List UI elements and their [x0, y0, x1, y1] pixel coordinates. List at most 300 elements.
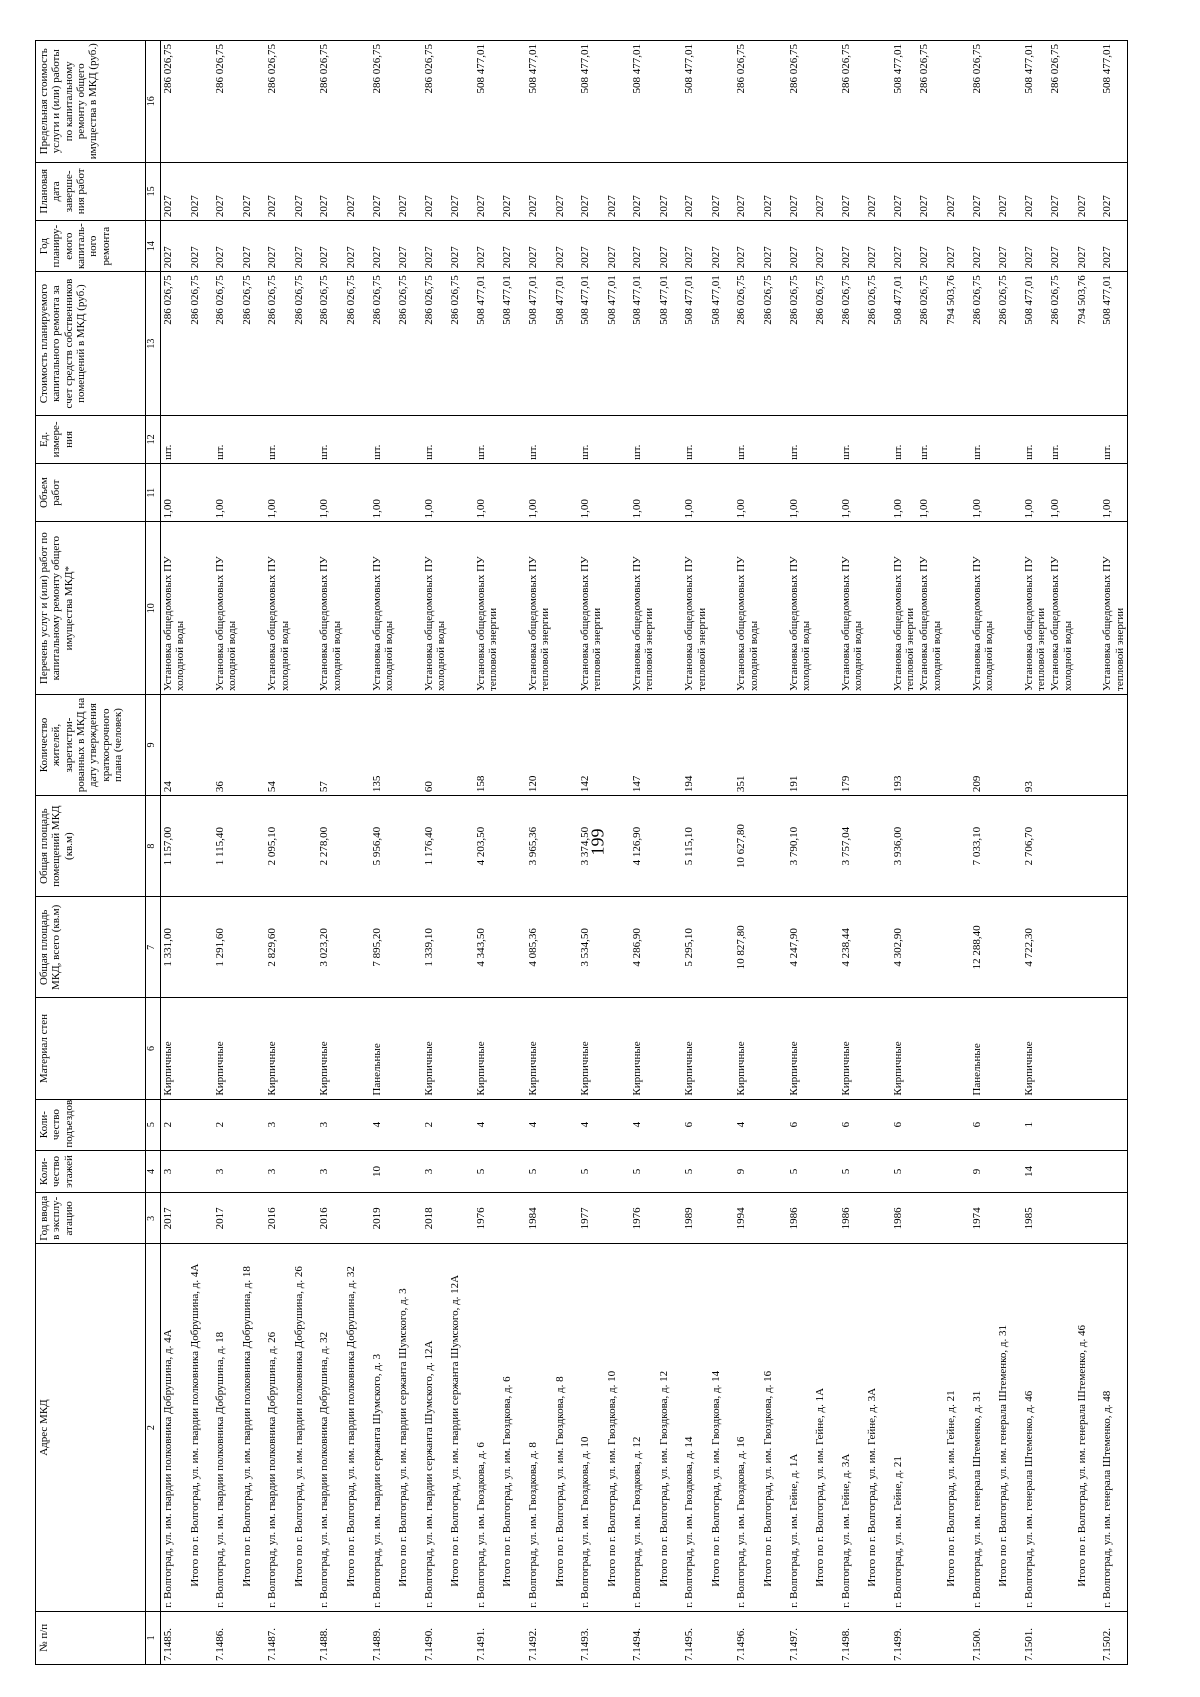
cell-col-7: 10 827,80	[734, 897, 761, 998]
cell-col-11: 1,00	[370, 463, 397, 522]
cell-col-16	[761, 41, 787, 163]
cell-col-10: Установка общедомовых ПУ тепловой энергии	[1022, 522, 1049, 695]
column-header: Плановая дата заверше-ния работ	[36, 162, 146, 221]
column-number: 7	[146, 897, 161, 998]
cell-col-13: 286 026,75	[422, 272, 449, 416]
cell-col-4: 9	[734, 1150, 761, 1193]
table-row	[1022, 41, 1049, 1665]
cell-col-10	[865, 522, 891, 695]
cell-col-15: 2027	[657, 162, 683, 221]
cell-col-15: 2027	[630, 162, 657, 221]
cell-col-5: 2	[422, 1099, 449, 1150]
column-number: 16	[146, 41, 161, 163]
cell-col-10: Установка общедомовых ПУ холодной воды	[317, 522, 344, 695]
cell-col-6	[344, 998, 370, 1099]
cell-col-16	[709, 41, 735, 163]
cell-col-6	[188, 998, 214, 1099]
cell-col-7	[1075, 897, 1101, 998]
cell-col-5: 3	[317, 1099, 344, 1150]
cell-col-5: 1	[1022, 1099, 1049, 1150]
cell-col-13: 286 026,75	[396, 272, 422, 416]
cell-col-11	[761, 463, 787, 522]
cell-col-1	[996, 1611, 1022, 1664]
cell-col-7	[1100, 897, 1127, 998]
cell-col-3: 1985	[1022, 1193, 1049, 1244]
cell-col-1	[500, 1611, 526, 1664]
cell-col-9	[761, 694, 787, 795]
cell-col-16: 286 026,75	[422, 41, 449, 163]
cell-col-1: 7.1485.	[161, 1611, 188, 1664]
cell-col-7: 2 829,60	[265, 897, 292, 998]
cell-col-7	[448, 897, 474, 998]
column-header: Перечень услуг и (или) работ по капитальному ремонту общего имущества МКД*	[36, 522, 146, 695]
column-number: 13	[146, 272, 161, 416]
cell-col-5: 4	[526, 1099, 553, 1150]
cell-col-13: 508 477,01	[578, 272, 605, 416]
cell-col-9: 191	[787, 694, 814, 795]
cell-col-5: 6	[839, 1099, 866, 1150]
cell-col-13: 286 026,75	[213, 272, 240, 416]
cell-col-12: шт.	[474, 415, 501, 463]
cell-col-10	[709, 522, 735, 695]
cell-col-1	[917, 1611, 944, 1664]
cell-col-15: 2027	[996, 162, 1022, 221]
cell-col-8: 2 095,10	[265, 796, 292, 897]
cell-col-7: 1 291,60	[213, 897, 240, 998]
subtotal-row	[396, 41, 422, 1665]
cell-col-16: 286 026,75	[1048, 41, 1075, 163]
cell-col-15: 2027	[761, 162, 787, 221]
column-number: 1	[146, 1611, 161, 1664]
cell-col-12: шт.	[917, 415, 944, 463]
cell-col-14: 2027	[996, 221, 1022, 272]
cell-col-2: Итого по г. Волгоград, ул. им. Гейне, д. 3А	[865, 1244, 891, 1611]
subtotal-row	[865, 41, 891, 1665]
cell-col-11: 1,00	[1022, 463, 1049, 522]
cell-col-15: 2027	[265, 162, 292, 221]
cell-col-6	[709, 998, 735, 1099]
cell-col-2: г. Волгоград, ул. им. гвардии полковника Добрушина, д. 4А	[161, 1244, 188, 1611]
cell-col-7: 4 247,90	[787, 897, 814, 998]
cell-col-6: Кирпичные	[526, 998, 553, 1099]
cell-col-13: 286 026,75	[839, 272, 866, 416]
cell-col-7	[813, 897, 839, 998]
cell-col-5: 6	[682, 1099, 709, 1150]
cell-col-10: Установка общедомовых ПУ холодной воды	[787, 522, 814, 695]
cell-col-11	[396, 463, 422, 522]
cell-col-6	[240, 998, 266, 1099]
cell-col-13: 508 477,01	[605, 272, 631, 416]
cell-col-13: 286 026,75	[996, 272, 1022, 416]
cell-col-15: 2027	[578, 162, 605, 221]
cell-col-3: 2019	[370, 1193, 397, 1244]
cell-col-3	[605, 1193, 631, 1244]
cell-col-3	[1075, 1193, 1101, 1244]
column-header: Общая площадь МКД, всего (кв.м)	[36, 897, 146, 998]
column-header: Коли-чество подъездов	[36, 1099, 146, 1150]
cell-col-12	[657, 415, 683, 463]
cell-col-1	[188, 1611, 214, 1664]
cell-col-15: 2027	[1075, 162, 1101, 221]
cell-col-12: шт.	[370, 415, 397, 463]
cell-col-16	[605, 41, 631, 163]
cell-col-12	[344, 415, 370, 463]
cell-col-9	[396, 694, 422, 795]
cell-col-10	[761, 522, 787, 695]
cell-col-3: 2017	[213, 1193, 240, 1244]
cell-col-16: 508 477,01	[682, 41, 709, 163]
cell-col-6: Кирпичные	[891, 998, 918, 1099]
cell-col-1	[292, 1611, 318, 1664]
cell-col-3: 1994	[734, 1193, 761, 1244]
cell-col-2: г. Волгоград, ул. им. Гвоздкова, д. 6	[474, 1244, 501, 1611]
cell-col-9	[1048, 694, 1075, 795]
cell-col-7: 4 343,50	[474, 897, 501, 998]
cell-col-6	[1100, 998, 1127, 1099]
cell-col-2: г. Волгоград, ул. им. Гейне, д. 21	[891, 1244, 918, 1611]
cell-col-12: шт.	[839, 415, 866, 463]
cell-col-5: 3	[265, 1099, 292, 1150]
cell-col-16: 508 477,01	[891, 41, 918, 163]
cell-col-3: 2016	[317, 1193, 344, 1244]
cell-col-10: Установка общедомовых ПУ холодной воды	[370, 522, 397, 695]
cell-col-7	[553, 897, 579, 998]
cell-col-11	[500, 463, 526, 522]
cell-col-4	[944, 1150, 970, 1193]
cell-col-1	[709, 1611, 735, 1664]
cell-col-12	[553, 415, 579, 463]
cell-col-12	[240, 415, 266, 463]
cell-col-14: 2027	[630, 221, 657, 272]
subtotal-row	[761, 41, 787, 1665]
cell-col-9	[813, 694, 839, 795]
cell-col-16: 286 026,75	[970, 41, 997, 163]
cell-col-4	[448, 1150, 474, 1193]
cell-col-13: 508 477,01	[630, 272, 657, 416]
column-number: 8	[146, 796, 161, 897]
cell-col-5	[605, 1099, 631, 1150]
cell-col-5: 6	[787, 1099, 814, 1150]
subtotal-row	[553, 41, 579, 1665]
cell-col-12: шт.	[630, 415, 657, 463]
cell-col-15: 2027	[1048, 162, 1075, 221]
cell-col-2: Итого по г. Волгоград, ул. им. Гейне, д. 21	[944, 1244, 970, 1611]
cell-col-4	[605, 1150, 631, 1193]
column-header: Материал стен	[36, 998, 146, 1099]
subtotal-row	[448, 41, 474, 1665]
table-row	[787, 41, 814, 1665]
cell-col-10: Установка общедомовых ПУ холодной воды	[213, 522, 240, 695]
cell-col-4	[500, 1150, 526, 1193]
cell-col-2: Итого по г. Волгоград, ул. им. Гвоздкова, д. 8	[553, 1244, 579, 1611]
cell-col-9: 120	[526, 694, 553, 795]
cell-col-8: 10 627,80	[734, 796, 761, 897]
cell-col-1: 7.1487.	[265, 1611, 292, 1664]
cell-col-13: 286 026,75	[344, 272, 370, 416]
cell-col-7	[761, 897, 787, 998]
cell-col-15: 2027	[605, 162, 631, 221]
cell-col-4: 3	[317, 1150, 344, 1193]
cell-col-12	[188, 415, 214, 463]
cell-col-1: 7.1490.	[422, 1611, 449, 1664]
cell-col-13: 286 026,75	[448, 272, 474, 416]
cell-col-4	[996, 1150, 1022, 1193]
cell-col-10: Установка общедомовых ПУ холодной воды	[422, 522, 449, 695]
cell-col-6: Кирпичные	[682, 998, 709, 1099]
cell-col-16: 286 026,75	[161, 41, 188, 163]
cell-col-10	[553, 522, 579, 695]
cell-col-1: 7.1493.	[578, 1611, 605, 1664]
cell-col-8	[709, 796, 735, 897]
cell-col-12: шт.	[1100, 415, 1127, 463]
cell-col-3: 1986	[891, 1193, 918, 1244]
cell-col-5	[396, 1099, 422, 1150]
subtotal-row	[813, 41, 839, 1665]
cell-col-14: 2027	[682, 221, 709, 272]
cell-col-2: Итого по г. Волгоград, ул. им. гвардии сержанта Шумского, д. 12А	[448, 1244, 474, 1611]
cell-col-8: 1 115,40	[213, 796, 240, 897]
cell-col-2: г. Волгоград, ул. им. генерала Штеменко, д. 46	[1022, 1244, 1049, 1611]
cell-col-14: 2027	[1100, 221, 1127, 272]
cell-col-8: 3 757,04	[839, 796, 866, 897]
cell-col-3	[761, 1193, 787, 1244]
cell-col-2: г. Волгоград, ул. им. Гвоздкова, д. 10	[578, 1244, 605, 1611]
cell-col-10	[996, 522, 1022, 695]
cell-col-8: 1 176,40	[422, 796, 449, 897]
cell-col-3	[553, 1193, 579, 1244]
cell-col-13: 794 503,76	[1075, 272, 1101, 416]
cell-col-2: Итого по г. Волгоград, ул. им. Гвоздкова, д. 16	[761, 1244, 787, 1611]
cell-col-6	[605, 998, 631, 1099]
cell-col-3	[865, 1193, 891, 1244]
column-number: 2	[146, 1244, 161, 1611]
cell-col-2: г. Волгоград, ул. им. Гвоздкова, д. 16	[734, 1244, 761, 1611]
cell-col-11	[188, 463, 214, 522]
cell-col-3	[240, 1193, 266, 1244]
cell-col-11	[709, 463, 735, 522]
cell-col-10: Установка общедомовых ПУ холодной воды	[265, 522, 292, 695]
cell-col-11: 1,00	[970, 463, 997, 522]
cell-col-16	[1075, 41, 1101, 163]
cell-col-16: 286 026,75	[839, 41, 866, 163]
cell-col-9: 351	[734, 694, 761, 795]
cell-col-15: 2027	[500, 162, 526, 221]
cell-col-13: 286 026,75	[265, 272, 292, 416]
cell-col-4: 5	[839, 1150, 866, 1193]
cell-col-1	[448, 1611, 474, 1664]
cell-col-1: 7.1495.	[682, 1611, 709, 1664]
cell-col-3: 1986	[787, 1193, 814, 1244]
cell-col-4: 9	[970, 1150, 997, 1193]
cell-col-10	[657, 522, 683, 695]
cell-col-4: 10	[370, 1150, 397, 1193]
cell-col-3: 1977	[578, 1193, 605, 1244]
cell-col-1: 7.1489.	[370, 1611, 397, 1664]
cell-col-4	[709, 1150, 735, 1193]
table-row	[1048, 41, 1075, 1665]
cell-col-14: 2027	[500, 221, 526, 272]
column-header: № п/п	[36, 1611, 146, 1664]
cell-col-13: 508 477,01	[1022, 272, 1049, 416]
cell-col-16: 286 026,75	[265, 41, 292, 163]
cell-col-11	[996, 463, 1022, 522]
cell-col-5: 2	[161, 1099, 188, 1150]
cell-col-6: Кирпичные	[578, 998, 605, 1099]
cell-col-7	[917, 897, 944, 998]
cell-col-3: 2017	[161, 1193, 188, 1244]
table-row	[422, 41, 449, 1665]
column-number: 3	[146, 1193, 161, 1244]
cell-col-14: 2027	[813, 221, 839, 272]
column-number: 9	[146, 694, 161, 795]
cell-col-9	[292, 694, 318, 795]
cell-col-8: 4 203,50	[474, 796, 501, 897]
column-header: Объем работ	[36, 463, 146, 522]
cell-col-3	[996, 1193, 1022, 1244]
cell-col-3: 2018	[422, 1193, 449, 1244]
cell-col-6	[500, 998, 526, 1099]
cell-col-13: 286 026,75	[317, 272, 344, 416]
table-row	[526, 41, 553, 1665]
cell-col-1: 7.1494.	[630, 1611, 657, 1664]
cell-col-4	[553, 1150, 579, 1193]
cell-col-13: 508 477,01	[657, 272, 683, 416]
subtotal-row	[344, 41, 370, 1665]
cell-col-14: 2027	[526, 221, 553, 272]
cell-col-6: Кирпичные	[213, 998, 240, 1099]
cell-col-5	[657, 1099, 683, 1150]
cell-col-6: Кирпичные	[630, 998, 657, 1099]
cell-col-9	[344, 694, 370, 795]
cell-col-14: 2027	[448, 221, 474, 272]
table-row	[1100, 41, 1127, 1665]
cell-col-8: 5 956,40	[370, 796, 397, 897]
cell-col-1	[761, 1611, 787, 1664]
cell-col-9	[996, 694, 1022, 795]
cell-col-8	[944, 796, 970, 897]
cell-col-11	[944, 463, 970, 522]
cell-col-3: 1986	[839, 1193, 866, 1244]
cell-col-15: 2027	[787, 162, 814, 221]
cell-col-7	[1048, 897, 1075, 998]
cell-col-12: шт.	[578, 415, 605, 463]
cell-col-5	[292, 1099, 318, 1150]
cell-col-4: 5	[630, 1150, 657, 1193]
cell-col-11: 1,00	[265, 463, 292, 522]
column-header: Стоимость планируемого капитального ремонта за счет средств собственников помещений в МКД (руб.)	[36, 272, 146, 416]
cell-col-7	[996, 897, 1022, 998]
cell-col-12	[761, 415, 787, 463]
cell-col-13: 286 026,75	[865, 272, 891, 416]
cell-col-13: 794 503,76	[944, 272, 970, 416]
cell-col-7	[396, 897, 422, 998]
cell-col-9	[657, 694, 683, 795]
cell-col-6	[917, 998, 944, 1099]
cell-col-11: 1,00	[891, 463, 918, 522]
cell-col-15: 2027	[396, 162, 422, 221]
cell-col-4	[292, 1150, 318, 1193]
cell-col-1	[1048, 1611, 1075, 1664]
table-row	[161, 41, 188, 1665]
cell-col-12: шт.	[891, 415, 918, 463]
cell-col-11: 1,00	[526, 463, 553, 522]
cell-col-14: 2027	[161, 221, 188, 272]
cell-col-8: 3 936,00	[891, 796, 918, 897]
cell-col-8: 3 790,10	[787, 796, 814, 897]
cell-col-16	[344, 41, 370, 163]
cell-col-10: Установка общедомовых ПУ тепловой энергии	[474, 522, 501, 695]
cell-col-9: 147	[630, 694, 657, 795]
cell-col-9	[1100, 694, 1127, 795]
cell-col-11: 1,00	[630, 463, 657, 522]
cell-col-15: 2027	[526, 162, 553, 221]
rotated-table-container	[35, 40, 1200, 1665]
cell-col-2: г. Волгоград, ул. им. генерала Штеменко, д. 31	[970, 1244, 997, 1611]
cell-col-14: 2027	[944, 221, 970, 272]
subtotal-row	[500, 41, 526, 1665]
cell-col-12	[865, 415, 891, 463]
table-row	[474, 41, 501, 1665]
cell-col-12	[500, 415, 526, 463]
cell-col-5	[553, 1099, 579, 1150]
cell-col-3: 1976	[630, 1193, 657, 1244]
cell-col-12: шт.	[265, 415, 292, 463]
cell-col-9	[709, 694, 735, 795]
cell-col-16	[657, 41, 683, 163]
cell-col-3	[500, 1193, 526, 1244]
subtotal-row	[657, 41, 683, 1665]
cell-col-15: 2027	[813, 162, 839, 221]
column-number: 12	[146, 415, 161, 463]
cell-col-5: 4	[370, 1099, 397, 1150]
cell-col-5: 4	[474, 1099, 501, 1150]
cell-col-3: 2016	[265, 1193, 292, 1244]
cell-col-4: 3	[213, 1150, 240, 1193]
cell-col-13: 508 477,01	[891, 272, 918, 416]
cell-col-13: 286 026,75	[292, 272, 318, 416]
cell-col-7: 4 722,30	[1022, 897, 1049, 998]
cell-col-15: 2027	[553, 162, 579, 221]
cell-col-9: 135	[370, 694, 397, 795]
table-row	[917, 41, 944, 1665]
table-row	[317, 41, 344, 1665]
cell-col-1	[813, 1611, 839, 1664]
cell-col-13: 508 477,01	[709, 272, 735, 416]
cell-col-10	[240, 522, 266, 695]
cell-col-6: Кирпичные	[839, 998, 866, 1099]
cell-col-8: 3 965,36	[526, 796, 553, 897]
cell-col-9: 142	[578, 694, 605, 795]
cell-col-14: 2027	[865, 221, 891, 272]
table-row	[630, 41, 657, 1665]
cell-col-5	[344, 1099, 370, 1150]
cell-col-8: 2 706,70	[1022, 796, 1049, 897]
cell-col-14: 2027	[1022, 221, 1049, 272]
cell-col-6	[292, 998, 318, 1099]
column-header: Адрес МКД	[36, 1244, 146, 1611]
cell-col-9: 60	[422, 694, 449, 795]
cell-col-11: 1,00	[839, 463, 866, 522]
cell-col-1: 7.1492.	[526, 1611, 553, 1664]
cell-col-8	[657, 796, 683, 897]
table-row	[970, 41, 997, 1665]
cell-col-8	[553, 796, 579, 897]
cell-col-14: 2027	[344, 221, 370, 272]
cell-col-9: 36	[213, 694, 240, 795]
cell-col-10	[448, 522, 474, 695]
subtotal-row	[944, 41, 970, 1665]
cell-col-13: 286 026,75	[761, 272, 787, 416]
